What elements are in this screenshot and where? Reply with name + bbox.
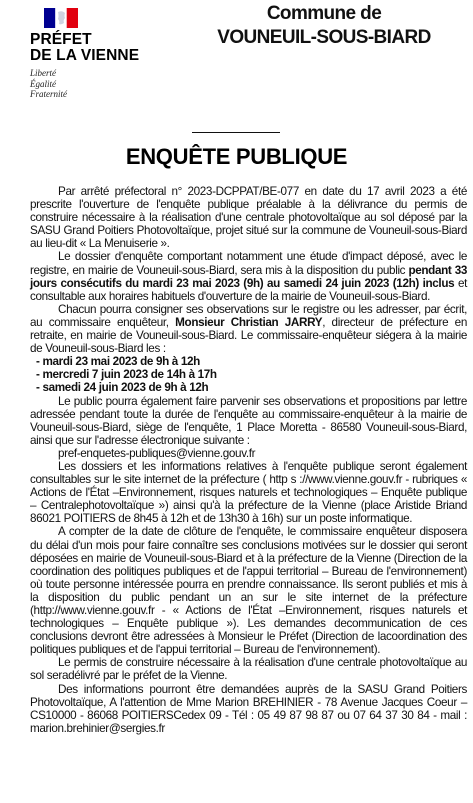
paragraph-conclusions: A compter de la date de clôture de l'enquête, le commissaire enquêteur disposera du délai d'un mois pour faire connaître ses conclusions motivées sur le dossier qui seront déposées en mairie de Vouneuil-sous-Biard et à la préfecture de la Vienne (Direction de la coordination des politiques publiques et de l'appui territorial – Bureau de l'environnement) où toute personne intéressée pourra en prendre connaissance. Ils seront publiés et mis à la disposition du public pendant un an sur le site internet de la préfecture (http://www.vienne.gouv.fr - « Actions de l'État –Environnement, risques naturels et technologiques – Enquête publique »). Les demandes decommunication de ces conclusions devront être adressées à Monsieur le Préfet (Direction de lacoordination des politiques publiques et de l'appui territorial – Bureau de l'environnement). [30, 525, 467, 657]
marianne-flag-icon [44, 8, 78, 28]
notice-body [30, 185, 467, 735]
logo-line-prefet: PRÉFET [30, 31, 92, 48]
commune-label: Commune de [266, 3, 382, 24]
paragraph-contact: Des informations pourront être demandées auprès de la SASU Grand Poitiers Photovoltaïque, A l'attention de Mme Marion BREHINIER - 78 Avenue Jacques Coeur – CS10000 - 86068 POITIERSCedex 09 - Tél : 05 49 87 98 87 ou 07 64 37 30 84 - mail : marion.brehinier@sergies.fr [30, 682, 467, 735]
email-address[interactable]: pref-enquetes-publiques@vienne.gouv.fr [58, 446, 256, 460]
paragraph-letters: Le public pourra également faire parvenir ses observations et propositions par lettre adressée pendant toute la durée de l'enquête au commissaire-enquêteur à la mairie de Vouneuil-sous-Biard, siège de l'enquête, 1 Place Moretta - 86580 Vouneuil-sous-Biard, ainsi que sur l'adresse électronique suivante : [30, 394, 467, 447]
paragraph-dossier [30, 250, 467, 302]
session-item: - samedi 24 juin 2023 de 9h à 12h [36, 381, 467, 394]
observations-text-start: Chacun pourra consigner ses observations sur le registre ou les adresser, par écrit, au commissaire enquêteur, [30, 302, 467, 329]
paragraph-permit: Le permis de construire nécessaire à la réalisation d'une centrale photovoltaïque au sol seradélivré par le préfet de la Vienne. [30, 656, 467, 683]
session-list [30, 355, 467, 394]
dossier-text-end: et consultable aux horaires habituels d'ouverture de la mairie de Vouneuil-sous-Biard. [30, 276, 468, 303]
commune-name: VOUNEUIL-SOUS-BIARD [217, 27, 431, 48]
commissioner-name: Monsieur Christian JARRY [175, 315, 323, 329]
logo-title [30, 32, 200, 64]
paragraph-arrete: Par arrêté préfectoral n° 2023-DCPPAT/BE-077 en date du 17 avril 2023 a été prescrite l'ouverture de l'enquête publique préalable à la délivrance du permis de construire nécessaire à la réalisation d'une centrale photovoltaïque au sol déposé par la SASU Grand Poitiers Photovoltaïque, projet situé sur la commune de Vouneuil-sous-Biard au lieu-dit « La Menuiserie ». [30, 185, 467, 251]
republic-motto [30, 68, 200, 100]
observations-text-end: , directeur de préfecture en retraite, en mairie de Vouneuil-sous-Biard. Le commissaire-enquêteur siégera à la mairie de Vouneuil-sous-Biard les : [30, 315, 467, 356]
dossier-period: pendant 33 jours consécutifs du mardi 23 mai 2023 (9h) au samedi 24 juin 2023 (12h) inclus [30, 263, 467, 290]
prefet-logo [30, 8, 200, 108]
page-title: ENQUÊTE PUBLIQUE [125, 144, 348, 169]
commune-heading [214, 2, 434, 50]
motto-fraternite: Fraternité [30, 89, 67, 99]
motto-liberte: Liberté [30, 68, 56, 78]
session-item: - mardi 23 mai 2023 de 9h à 12h [36, 355, 467, 368]
paragraph-consultation: Les dossiers et les informations relatives à l'enquête publique seront également consultables sur le site internet de la préfecture ( http s ://www.vienne.gouv.fr - rubriques « Actions de l'État –Environnement, risques naturels et technologiques – Enquête publique – Centralephotovoltaïque ») ainsi qu'à la préfecture de la Vienne (place Aristide Briand 86021 POITIERS de 8h45 à 12h et de 13h30 à 16h) sur un poste informatique. [30, 459, 467, 526]
dossier-text-start: Le dossier d'enquête comportant notamment une étude d'impact déposé, avec le registre, en mairie de Vouneuil-sous-Biard, sera mis à la disposition du public [30, 250, 467, 277]
paragraph-observations [30, 303, 467, 355]
logo-line-vienne: DE LA VIENNE [30, 47, 140, 64]
title-rule [192, 132, 280, 133]
session-item: - mercredi 7 juin 2023 de 14h à 17h [36, 368, 467, 381]
motto-egalite: Égalité [30, 78, 56, 89]
